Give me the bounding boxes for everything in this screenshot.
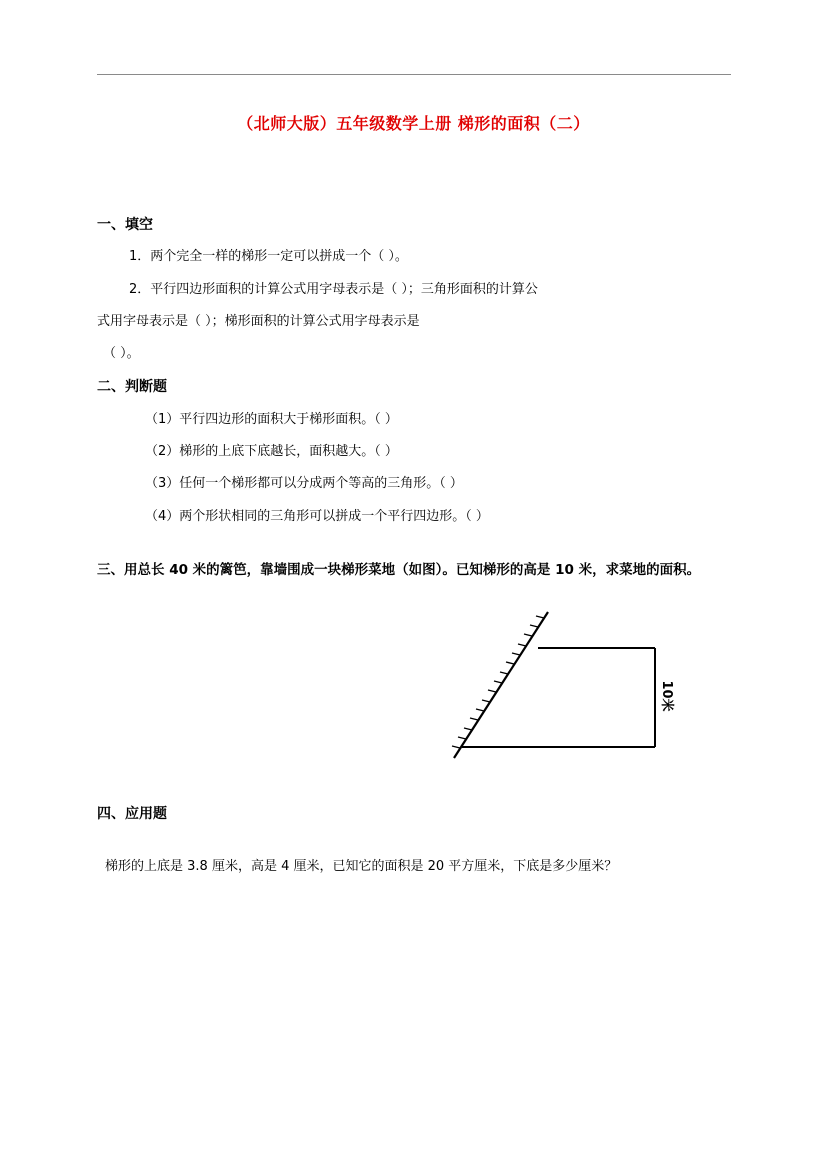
wall-hatch <box>452 612 548 758</box>
fence-outline <box>462 648 655 747</box>
page-title: （北师大版）五年级数学上册 梯形的面积（二） <box>237 114 590 133</box>
height-label: 10米 <box>659 680 674 712</box>
judge-item-2: （2）梯形的上底下底越长，面积越大。（ ） <box>145 444 398 459</box>
section-4-heading: 四、应用题 <box>97 806 167 822</box>
judge-item-4: （4）两个形状相同的三角形可以拼成一个平行四边形。（ ） <box>145 509 489 524</box>
judge-item-1: （1）平行四边形的面积大于梯形面积。（ ） <box>145 412 398 427</box>
fill-question-2-line-1: 2．平行四边形面积的计算公式用字母表示是（ ）；三角形面积的计算公 <box>129 282 538 297</box>
trapezoid-figure <box>438 608 674 766</box>
fill-question-2-line-3: （ ）。 <box>103 346 140 361</box>
section-2-heading: 二、判断题 <box>97 379 167 395</box>
fill-question-2-line-2: 式用字母表示是（ ）；梯形面积的计算公式用字母表示是 <box>97 314 420 329</box>
application-question: 梯形的上底是 3.8 厘米，高是 4 厘米，已知它的面积是 20 平方厘米，下底是多少厘米？ <box>105 859 618 874</box>
section-3-heading: 三、用总长 40 米的篱笆，靠墙围成一块梯形菜地（如图）。已知梯形的高是 10 米，求菜地的面积。 <box>97 562 701 578</box>
judge-item-3: （3）任何一个梯形都可以分成两个等高的三角形。（ ） <box>145 476 463 491</box>
section-1-heading: 一、填空 <box>97 217 153 233</box>
header-rule <box>97 74 731 75</box>
fill-question-1: 1．两个完全一样的梯形一定可以拼成一个（ ）。 <box>129 249 408 264</box>
